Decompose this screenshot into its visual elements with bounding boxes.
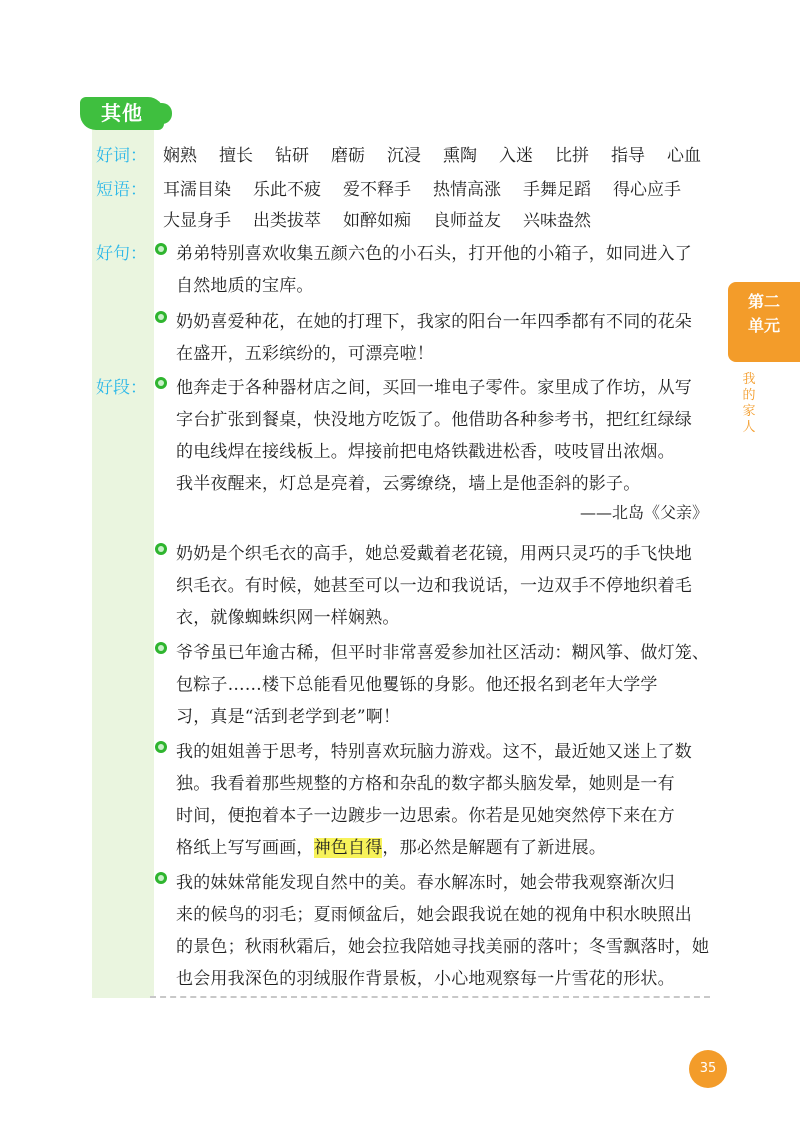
paragraph-4-line-4: 格纸上写写画画，神色自得，那必然是解题有了新进展。 [176, 838, 607, 858]
good-word-6: 熏陶 [443, 146, 477, 166]
good-word-10: 心血 [667, 146, 701, 166]
paragraph-5-line-2: 来的候鸟的羽毛；夏雨倾盆后，她会跟我说在她的视角中积水映照出 [176, 905, 692, 925]
paragraph-3-line-3: 习，真是“活到老学到老”啊！ [176, 707, 401, 727]
paragraph-1-line-3: 的电线焊在接线板上。焊接前把电烙铁戳进松香，吱吱冒出浓烟。 [176, 442, 675, 462]
paragraph-1-source: ——北岛《父亲》 [579, 503, 708, 522]
phrase-6: 得心应手 [613, 180, 681, 200]
paragraph-2-line-1: 奶奶是个织毛衣的高手，她总爱戴着老花镜，用两只灵巧的手飞快地 [176, 544, 692, 564]
page-number: 35 [689, 1050, 727, 1088]
bullet-icon [155, 642, 167, 654]
phrase-1: 耳濡目染 [163, 180, 231, 200]
paragraph-5-line-3: 的景色；秋雨秋霜后，她会拉我陪她寻找美丽的落叶；冬雪飘落时，她 [176, 937, 710, 957]
paragraph-4-line-3: 时间，便抱着本子一边踱步一边思索。你若是见她突然停下来在方 [176, 806, 675, 826]
bullet-icon [155, 243, 167, 255]
paragraph-1-line-4: 我半夜醒来，灯总是亮着，云雾缭绕，墙上是他歪斜的影子。 [176, 474, 641, 494]
good-word-8: 比拼 [555, 146, 589, 166]
phrases-row-1 [163, 175, 703, 200]
bullet-icon [155, 311, 167, 323]
good-word-1: 娴熟 [163, 146, 197, 166]
section-heading: 其他 [80, 97, 164, 130]
paragraph-2-line-3: 衣，就像蜘蛛织网一样娴熟。 [176, 608, 400, 628]
phrase-row2-3: 如醉如痴 [343, 211, 411, 231]
good-word-4: 磨砺 [331, 146, 365, 166]
good-words-label: 好词： [96, 146, 147, 166]
phrases-row-2 [163, 206, 613, 231]
phrase-row2-1: 大显身手 [163, 211, 231, 231]
paragraph-1-line-1: 他奔走于各种器材店之间，买回一堆电子零件。家里成了作坊，从写 [176, 378, 692, 398]
good-word-9: 指导 [611, 146, 645, 166]
sentence-1-line-1: 弟弟特别喜欢收集五颜六色的小石头，打开他的小箱子，如同进入了 [176, 244, 692, 264]
sentence-2-line-1: 奶奶喜爱种花，在她的打理下，我家的阳台一年四季都有不同的花朵 [176, 312, 692, 332]
good-sentences-label: 好句： [96, 244, 147, 264]
phrase-row2-2: 出类拔萃 [253, 211, 321, 231]
paragraph-1-line-2: 字台扩张到餐桌，快没地方吃饭了。他借助各种参考书，把红红绿绿 [176, 410, 692, 430]
good-paragraphs-label: 好段： [96, 378, 147, 398]
paragraph-5-line-4: 也会用我深色的羽绒服作背景板，小心地观察每一片雪花的形状。 [176, 969, 675, 989]
sentence-1-line-2: 自然地质的宝库。 [176, 276, 314, 296]
paragraph-3-line-2: 包粽子……楼下总能看见他矍铄的身影。他还报名到老年大学学 [176, 675, 658, 695]
phrase-4: 热情高涨 [433, 180, 501, 200]
good-words-list [163, 141, 723, 166]
good-word-7: 入迷 [499, 146, 533, 166]
good-word-5: 沉浸 [387, 146, 421, 166]
sentence-2-line-2: 在盛开，五彩缤纷的，可漂亮啦！ [176, 344, 434, 364]
bullet-icon [155, 377, 167, 389]
phrase-row2-4: 良师益友 [433, 211, 501, 231]
good-word-2: 擅长 [219, 146, 253, 166]
phrase-3: 爱不释手 [343, 180, 411, 200]
phrase-row2-5: 兴味盎然 [523, 211, 591, 231]
paragraph-4-line-1: 我的姐姐善于思考，特别喜欢玩脑力游戏。这不，最近她又迷上了数 [176, 742, 692, 762]
bullet-icon [155, 872, 167, 884]
paragraph-4-line-2: 独。我看着那些规整的方格和杂乱的数字都头脑发晕，她则是一有 [176, 774, 675, 794]
phrase-2: 乐此不疲 [253, 180, 321, 200]
good-word-3: 钻研 [275, 146, 309, 166]
unit-tab: 第二 单元 [728, 282, 800, 362]
phrases-label: 短语： [96, 180, 147, 200]
paragraph-5-line-1: 我的妹妹常能发现自然中的美。春水解冻时，她会带我观察渐次归 [176, 873, 675, 893]
highlighted-phrase: 神色自得 [313, 838, 383, 858]
unit-topic: 我的家人 [742, 372, 756, 435]
bullet-icon [155, 741, 167, 753]
left-label-band [92, 100, 154, 998]
paragraph-2-line-2: 织毛衣。有时候，她甚至可以一边和我说话，一边双手不停地织着毛 [176, 576, 692, 596]
bottom-divider [150, 996, 710, 998]
phrase-5: 手舞足蹈 [523, 180, 591, 200]
bullet-icon [155, 543, 167, 555]
paragraph-3-line-1: 爷爷虽已年逾古稀，但平时非常喜爱参加社区活动：糊风筝、做灯笼、 [176, 643, 710, 663]
